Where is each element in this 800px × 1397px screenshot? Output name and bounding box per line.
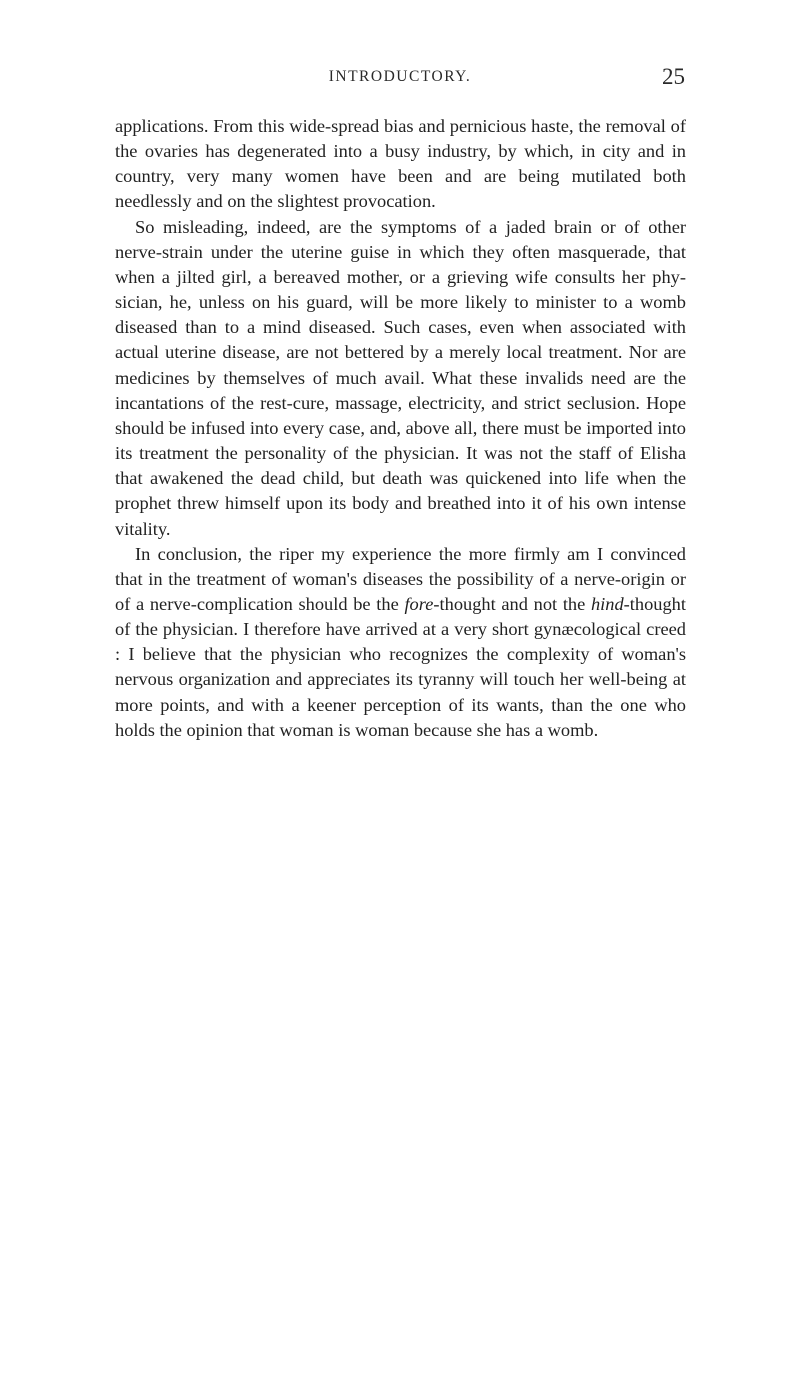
paragraph-symptoms: So misleading, indeed, are the symptoms of a jaded brain or of other nerve-strain under the uterine guise in which they often masquerade, that when a jilted girl, a bereaved mother, or a grieving wife consults her phy-sician, he, unless on his guard, will be more likely to minister to a womb diseased than to a mind diseased. Such cases, even when associated with actual uterine disease, are not bettered by a merely local treatment. Nor are medicines by themselves of much avail. What these invalids need are the incantations of the rest-cure, massage, electricity, and strict seclusion. Hope should be infused into every case, and, above all, there must be imported into its treatment the personality of the physician. It was not the staff of Elisha that awakened the dead child, but death was quickened into life when the prophet threw himself upon its body and breathed into it of his own intense vitality. (115, 216, 686, 539)
paragraph-conclusion (115, 542, 686, 743)
italic-fore: fore (404, 593, 434, 614)
paragraph-continuation: applications. From this wide-spread bias and pernicious haste, the removal of the ovaries has degenerated into a busy industry, by which, in city and in country, very many women have been and are being mutilated both needlessly and on the slightest provocation. (115, 116, 686, 212)
italic-hind: hind (590, 593, 624, 614)
conclusion-text-b: -thought and not the (433, 593, 591, 614)
running-header (115, 64, 685, 92)
conclusion-text-c: -thought of the physician. I therefore have arrived at a very short gynæcological creed : I believe that the physician who recognizes the complexity of woman's nervous organization and appreciates its tyranny will touch her well-being at more points, and with a keener perception of its wants, than the one who holds the opinion that woman is woman because she has a womb. (115, 593, 686, 740)
body-text (115, 114, 686, 743)
conclusion-text-a: In conclusion, the riper my experience the more firmly am I convinced that in the treatment of woman's diseases the possibility of a nerve-origin or of a nerve-complication should be the (115, 543, 686, 614)
page-number: 25 (662, 64, 685, 89)
running-title: INTRODUCTORY. (328, 68, 472, 85)
